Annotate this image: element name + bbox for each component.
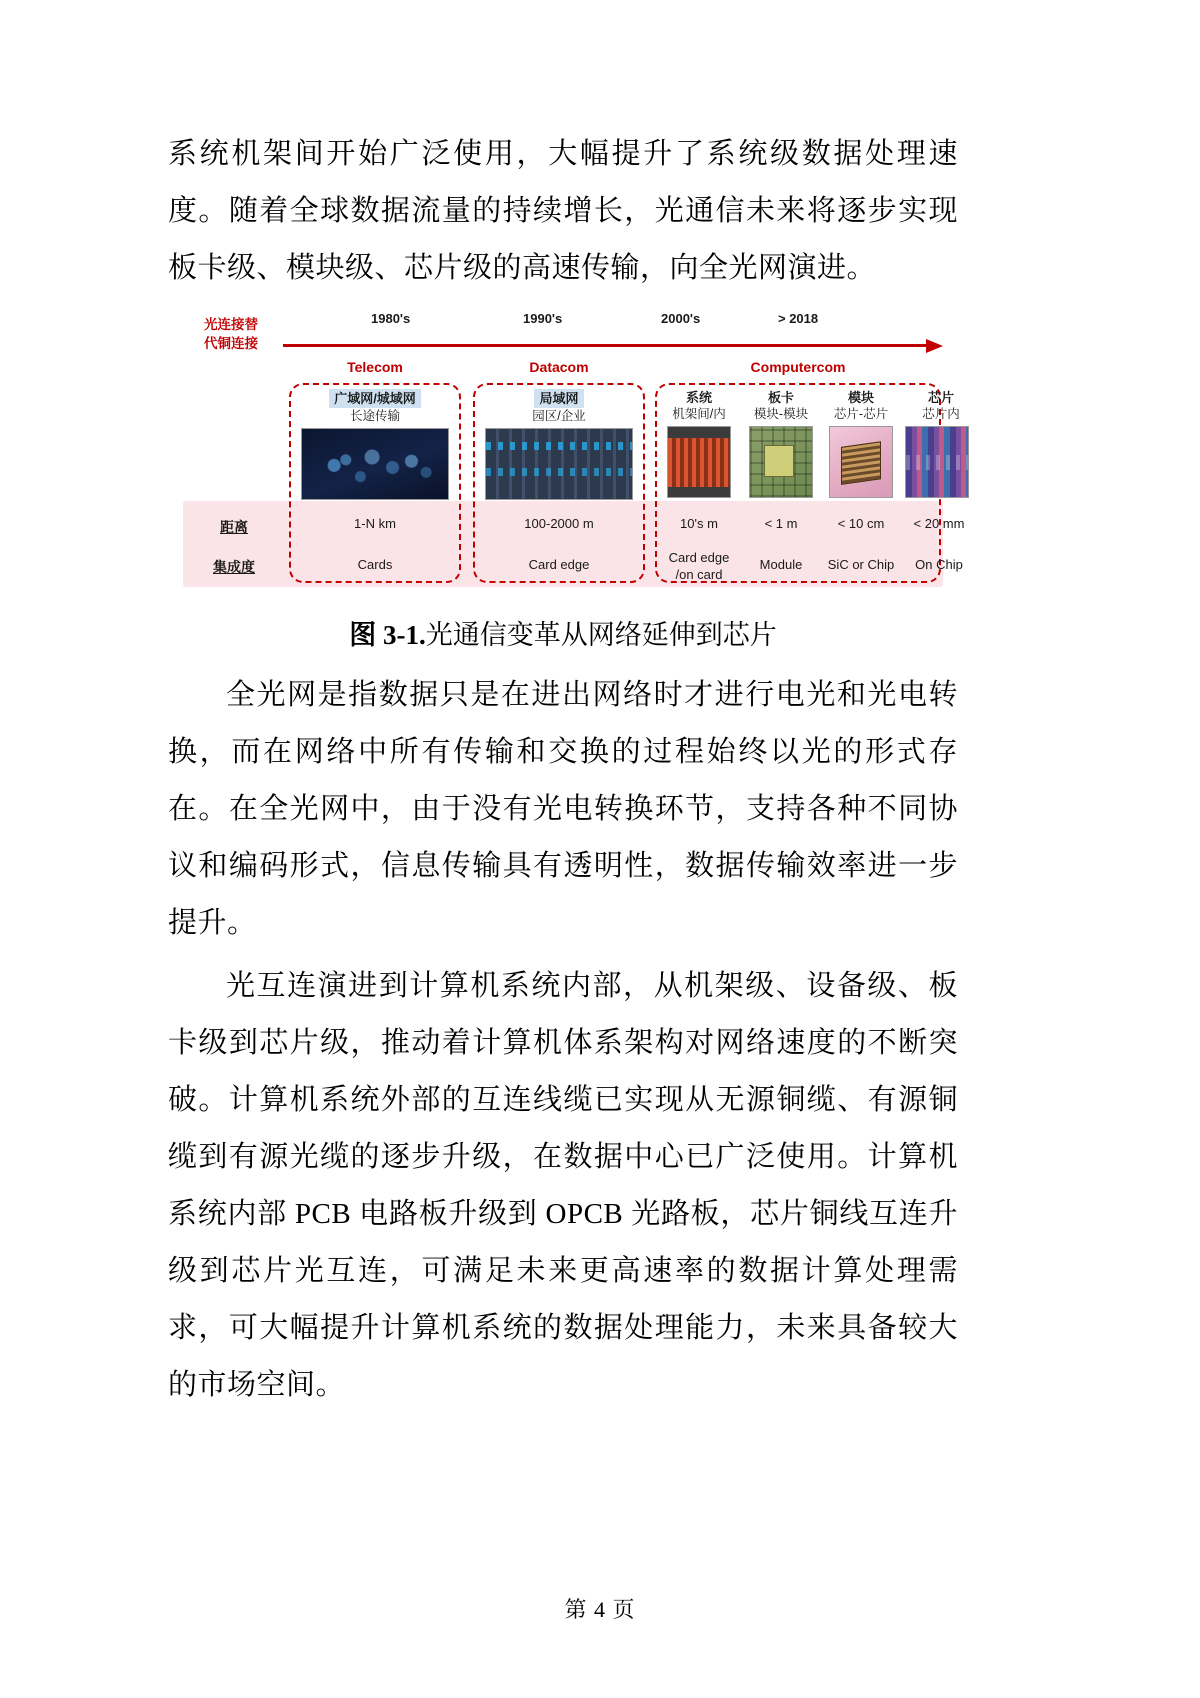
column-chip-subtitle: 芯片内 [922,407,960,421]
row-label-distance: 距离 [220,519,248,535]
column-module [823,389,899,498]
column-datacom-distance: 100-2000 m [524,516,594,531]
segment-title-datacom: Datacom [529,359,589,375]
column-system [661,389,737,498]
silicon-die-thumbnail [905,426,969,498]
column-datacom-title: 局域网 [534,389,583,408]
figure-era-labels [183,311,943,333]
page-footer: 第 4 页 [564,1597,636,1622]
era-label-4: > 2018 [778,311,819,326]
column-module-title: 模块 [847,390,874,405]
column-telecom-subtitle: 长途传输 [349,409,400,423]
column-system-integration [655,549,743,583]
era-label-2: 1990's [523,311,563,326]
figure-3-1 [168,311,965,655]
column-module-subtitle: 芯片-芯片 [833,407,889,421]
column-chip-title: 芯片 [927,390,954,405]
figure-diagram [183,311,965,601]
column-board-title: 板卡 [767,390,794,405]
paragraph-3: 光互连演进到计算机系统内部，从机架级、设备级、板卡级到芯片级，推动着计算机体系架构对网络速度的不断突破。计算机系统外部的互连线缆已实现从无源铜缆、有源铜缆到有源光缆的逐步升级，在数据中心已广泛使用。计算机系统内部 PCB 电路板升级到 OPCB 光路板，芯片铜线互连升级到芯片光互连，可满足未来更高速率的数据计算处理需求，可大幅提升计算机系统的数据处理能力，未来具备较大的市场空间。 [168,970,958,1401]
column-datacom [479,389,639,500]
column-telecom-integration: Cards [357,557,393,572]
page-content [168,126,965,1414]
column-chip [903,389,979,498]
era-label-1: 1980's [371,311,411,326]
figure-timeline-arrow [283,339,943,353]
column-module-distance: < 10 cm [837,516,885,531]
pcb-board-thumbnail [749,426,813,498]
chip-package-thumbnail [829,426,893,498]
figure-caption-number: 图 3-1. [349,620,426,650]
world-map-network-thumbnail [301,428,449,500]
figure-left-title-line2: 代铜连接 [204,336,258,351]
segment-title-telecom: Telecom [347,359,403,375]
segment-title-computercom: Computercom [750,359,846,375]
column-datacom-subtitle: 园区/企业 [532,409,586,423]
column-board-integration: Module [759,557,803,572]
column-system-distance: 10's m [680,516,718,531]
column-system-integration-line2: /on card [675,567,723,582]
column-board-subtitle: 模块-模块 [753,407,809,421]
figure-left-title-line1: 光连接替 [204,317,258,332]
paragraph-1: 系统机架间开始广泛使用，大幅提升了系统级数据处理速度。随着全球数据流量的持续增长，光通信未来将逐步实现板卡级、模块级、芯片级的高速传输，向全光网演进。 [168,138,958,284]
column-chip-distance: < 20 mm [913,516,965,531]
figure-caption-text: 光通信变革从网络延伸到芯片 [425,620,777,650]
column-datacom-integration: Card edge [528,557,590,572]
column-telecom [295,389,455,500]
figure-caption [168,615,958,655]
era-label-3: 2000's [661,311,701,326]
arrow-line [283,344,927,347]
column-telecom-title: 广域网/城域网 [329,389,421,408]
data-center-racks-thumbnail [485,428,633,500]
arrow-head-icon [926,339,943,353]
column-system-title: 系统 [685,390,712,405]
column-board [743,389,819,498]
column-telecom-distance: 1-N km [354,516,396,531]
column-chip-integration: On Chip [915,557,963,572]
column-board-distance: < 1 m [764,516,798,531]
server-rack-thumbnail [667,426,731,498]
column-module-integration: SiC or Chip [827,557,895,572]
row-label-integration: 集成度 [213,559,255,575]
column-system-subtitle: 机架间/内 [672,407,726,421]
column-system-integration-line1: Card edge [668,550,730,565]
paragraph-2: 全光网是指数据只是在进出网络时才进行电光和光电转换，而在网络中所有传输和交换的过程始终以光的形式存在。在全光网中，由于没有光电转换环节，支持各种不同协议和编码形式，信息传输具有透明性，数据传输效率进一步提升。 [168,679,958,939]
